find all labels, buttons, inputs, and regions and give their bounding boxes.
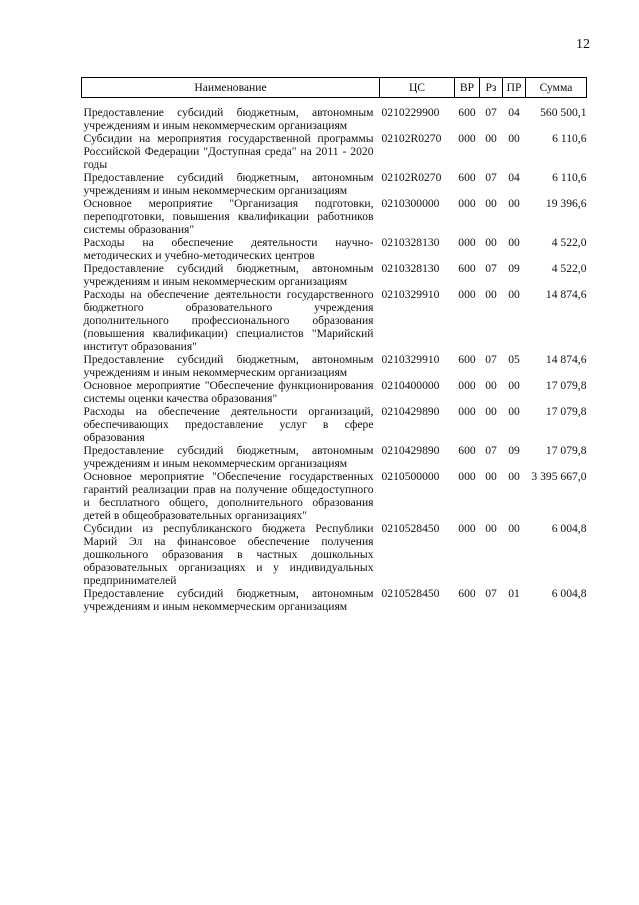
cell-cs: 0210400000	[381, 379, 440, 392]
cell-sum: 6 110,6	[552, 132, 587, 145]
cell-name: Основное мероприятие "Обеспечение функционирования системы оценки качества образования"	[83, 379, 374, 405]
cell-pr: 00	[508, 132, 520, 145]
table-row	[82, 132, 587, 171]
cell-rz: 00	[485, 405, 497, 418]
cell-rz: 07	[485, 587, 497, 600]
table-row	[82, 444, 587, 470]
cell-name: Предоставление субсидий бюджетным, автономным учреждениям и иным некоммерческим организациям	[83, 106, 374, 132]
cell-sum: 6 004,8	[551, 587, 587, 600]
cell-pr: 00	[508, 379, 520, 392]
cell-sum: 560 500,1	[540, 106, 587, 119]
cell-vr: 000	[458, 522, 476, 535]
cell-sum: 19 396,6	[545, 197, 587, 210]
cell-pr: 00	[508, 405, 520, 418]
cell-rz: 07	[485, 106, 497, 119]
cell-pr: 00	[508, 197, 520, 210]
cell-vr: 600	[458, 171, 476, 184]
cell-cs: 0210528450	[381, 522, 440, 535]
header-vr: ВР	[455, 78, 480, 98]
cell-vr: 600	[458, 106, 476, 119]
cell-rz: 00	[485, 379, 497, 392]
cell-cs: 0210329910	[381, 288, 440, 301]
table-row	[82, 587, 587, 613]
table-row	[82, 522, 587, 587]
table-row	[82, 98, 587, 133]
cell-sum: 4 522,0	[551, 262, 587, 275]
cell-cs: 0210429890	[381, 444, 440, 457]
cell-name: Расходы на обеспечение деятельности организаций, обеспечивающих предоставление услуг в сфере образования	[83, 405, 374, 444]
cell-vr: 600	[458, 353, 476, 366]
cell-name: Субсидии из республиканского бюджета Республики Марий Эл на финансовое обеспечение получения дошкольного образования в частных дошкольных образовательных организациях и у индивидуальных предпринимателей	[83, 522, 374, 587]
cell-name: Расходы на обеспечение деятельности научно-методических и учебно-методических центров	[83, 236, 374, 262]
page-number: 12	[576, 37, 590, 52]
cell-sum: 17 079,8	[545, 444, 587, 457]
cell-sum: 6 004,8	[551, 522, 587, 535]
cell-pr: 04	[508, 171, 520, 184]
cell-pr: 04	[508, 106, 520, 119]
cell-vr: 000	[458, 197, 476, 210]
cell-cs: 0210328130	[381, 236, 440, 249]
cell-pr: 00	[508, 522, 520, 535]
table-row	[82, 353, 587, 379]
cell-sum: 4 522,0	[551, 236, 587, 249]
cell-sum: 17 079,8	[545, 405, 587, 418]
cell-rz: 00	[485, 470, 497, 483]
cell-sum: 14 874,6	[545, 288, 587, 301]
cell-rz: 00	[485, 236, 497, 249]
cell-vr: 600	[458, 587, 476, 600]
table-body	[82, 98, 587, 614]
cell-pr: 00	[508, 288, 520, 301]
cell-cs: 02102R0270	[381, 132, 442, 145]
table-row	[82, 197, 587, 236]
cell-vr: 000	[458, 379, 476, 392]
cell-rz: 07	[485, 353, 497, 366]
cell-vr: 000	[458, 405, 476, 418]
cell-pr: 05	[508, 353, 520, 366]
cell-cs: 0210429890	[381, 405, 440, 418]
header-cs: ЦС	[380, 78, 455, 98]
cell-cs: 0210328130	[381, 262, 440, 275]
cell-pr: 09	[508, 262, 520, 275]
cell-name: Расходы на обеспечение деятельности государственного бюджетного образовательного учреждения дополнительного профессионального образования (повышения квалификации) специалистов "Марийский институт образования"	[83, 288, 374, 353]
header-rz: Рз	[480, 78, 503, 98]
table-row	[82, 288, 587, 353]
cell-name: Предоставление субсидий бюджетным, автономным учреждениям и иным некоммерческим организациям	[83, 353, 374, 379]
cell-name: Предоставление субсидий бюджетным, автономным учреждениям и иным некоммерческим организациям	[83, 262, 374, 288]
cell-name: Предоставление субсидий бюджетным, автономным учреждениям и иным некоммерческим организациям	[83, 587, 374, 613]
cell-name: Субсидии на мероприятия государственной программы Российской Федерации "Доступная среда" на 2011 - 2020 годы	[83, 132, 374, 171]
cell-vr: 000	[458, 288, 476, 301]
cell-pr: 00	[508, 236, 520, 249]
cell-cs: 0210528450	[381, 587, 440, 600]
cell-sum: 3 395 667,0	[531, 470, 587, 483]
header-name: Наименование	[82, 78, 380, 98]
cell-pr: 09	[508, 444, 520, 457]
table-row	[82, 405, 587, 444]
cell-name: Основное мероприятие "Организация подготовки, переподготовки, повышения квалификации работников системы образования"	[83, 197, 374, 236]
cell-rz: 07	[485, 262, 497, 275]
cell-vr: 000	[458, 132, 476, 145]
cell-sum: 14 874,6	[545, 353, 587, 366]
cell-rz: 07	[485, 171, 497, 184]
cell-vr: 600	[458, 444, 476, 457]
cell-rz: 00	[485, 288, 497, 301]
cell-sum: 17 079,8	[545, 379, 587, 392]
cell-sum: 6 110,6	[552, 171, 587, 184]
cell-rz: 07	[485, 444, 497, 457]
table-row	[82, 171, 587, 197]
cell-vr: 000	[458, 236, 476, 249]
cell-name: Основное мероприятие "Обеспечение государственных гарантий реализации прав на получение общедоступного и бесплатного общего, дополнительного образования детей в общеобразовательных организациях"	[83, 470, 374, 522]
cell-name: Предоставление субсидий бюджетным, автономным учреждениям и иным некоммерческим организациям	[83, 171, 374, 197]
cell-cs: 0210500000	[381, 470, 440, 483]
cell-pr: 01	[508, 587, 520, 600]
table-row	[82, 379, 587, 405]
cell-rz: 00	[485, 522, 497, 535]
cell-vr: 600	[458, 262, 476, 275]
cell-cs: 02102R0270	[381, 171, 442, 184]
cell-pr: 00	[508, 470, 520, 483]
cell-cs: 0210300000	[381, 197, 440, 210]
table-row	[82, 470, 587, 522]
header-sum: Сумма	[526, 78, 587, 98]
table-header-row	[82, 78, 587, 98]
header-pr: ПР	[503, 78, 526, 98]
table-row	[82, 262, 587, 288]
cell-rz: 00	[485, 197, 497, 210]
cell-vr: 000	[458, 470, 476, 483]
cell-cs: 0210329910	[381, 353, 440, 366]
cell-rz: 00	[485, 132, 497, 145]
cell-cs: 0210229900	[381, 106, 440, 119]
table-row	[82, 236, 587, 262]
budget-table	[81, 77, 587, 613]
cell-name: Предоставление субсидий бюджетным, автономным учреждениям и иным некоммерческим организациям	[83, 444, 374, 470]
